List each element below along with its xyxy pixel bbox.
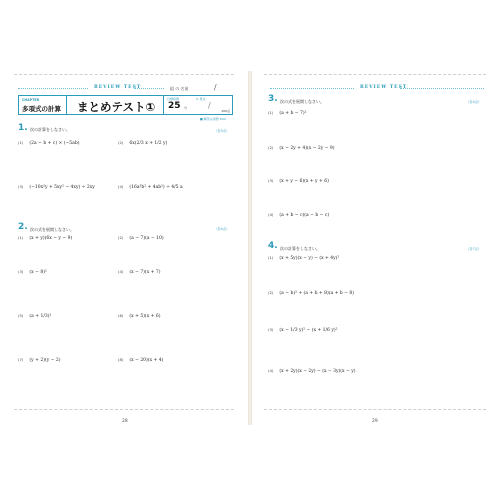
problem: [268, 255, 339, 261]
problem: [18, 357, 61, 363]
section-instruction: 次の式を展開しなさい。: [280, 99, 324, 104]
problem-label: (1): [18, 140, 24, 145]
problem-label: (3): [268, 178, 274, 183]
bottom-dashed-rule: [14, 409, 234, 410]
running-head-right: REVIEW TEST: [360, 85, 408, 90]
section-points: （各7点）: [466, 247, 482, 251]
problem-expression: 6x(2/3 x + 1/2 y): [129, 141, 168, 146]
problem-label: (4): [118, 269, 124, 274]
section-number: 1.: [18, 123, 28, 133]
problem: [118, 235, 164, 241]
chapter-box: [18, 95, 66, 115]
name-label: 組 の 名前: [170, 86, 189, 91]
problem-label: (7): [18, 357, 24, 362]
answer-note: ■ 解答は別冊 P.00: [200, 117, 226, 121]
problem-expression: (x − 1/3 y)² − (x + 1/6 y)²: [279, 328, 338, 333]
problem-expression: (x + y)(6x − y − 9): [29, 236, 73, 241]
problem: [118, 269, 160, 275]
name-field: [170, 83, 217, 92]
problem: [18, 184, 95, 190]
problem-expression: (x − 20)(x + 4): [129, 358, 164, 363]
problem-label: (2): [118, 140, 124, 145]
problem-label: (4): [268, 212, 274, 217]
target-time-label: 目標時間: [167, 97, 180, 101]
running-head-rule: [18, 88, 88, 89]
running-head-rule: [270, 88, 354, 89]
target-time-value: 25: [168, 101, 181, 111]
score-label: 得点: [199, 97, 206, 101]
problem-expression: (a − b)² + (a + b + 8)(a + b − 8): [279, 291, 354, 296]
problem-label: (4): [268, 368, 274, 373]
problem-expression: (a + 1/3)²: [29, 314, 52, 319]
problem-expression: (x + 5)(x + 6): [129, 314, 161, 319]
title-box: [66, 95, 233, 115]
name-slash: /: [213, 83, 217, 92]
score-box: [194, 96, 232, 114]
section-instruction: 次の計算をしなさい。: [280, 246, 320, 251]
problem-expression: (y + 2)(y − 2): [29, 358, 61, 363]
section-instruction: 次の計算をしなさい。: [30, 127, 70, 132]
problem-expression: (x + 5y)(x − y) − (x + 4y)²: [279, 256, 340, 261]
page-number-right: 29: [372, 419, 378, 424]
problem-expression: (16a³b² + 4ab²) ÷ 4/5 a: [129, 185, 183, 190]
problem: [118, 140, 167, 146]
section-points: （各4点）: [466, 100, 482, 104]
running-head-rule: [134, 88, 164, 89]
section-number: 4.: [268, 241, 278, 251]
chapter-label: CHAPTER: [22, 98, 40, 102]
problem-expression: (a + b − c)(a − b − c): [279, 213, 330, 218]
problem-expression: (x − 8)²: [29, 270, 47, 275]
target-time-unit: 分: [184, 106, 188, 110]
problem-label: (2): [268, 145, 274, 150]
problem-label: (1): [268, 255, 274, 260]
problem-label: (3): [268, 327, 274, 332]
problem: [18, 269, 47, 275]
problem-label: (3): [18, 184, 24, 189]
problem-label: (5): [18, 313, 24, 318]
problem: [268, 327, 337, 333]
problem-label: (4): [118, 184, 124, 189]
section-instruction: 次の式を展開しなさい。: [30, 227, 74, 232]
problem-label: (6): [118, 313, 124, 318]
left-page: [0, 71, 248, 425]
problem: [268, 145, 335, 151]
problem: [118, 184, 183, 190]
problem: [268, 178, 329, 184]
problem-expression: (a − 7)(a − 10): [129, 236, 164, 241]
problem-label: (1): [268, 110, 274, 115]
problem: [268, 290, 354, 296]
chapter-title: 多項式の計算: [22, 105, 61, 113]
answer-note-text: 解答は別冊 P.00: [203, 117, 226, 121]
problem: [18, 313, 51, 319]
top-dashed-rule: [264, 74, 486, 75]
target-time-box: [163, 96, 193, 114]
problem-label: (3): [18, 269, 24, 274]
problem: [18, 235, 72, 241]
problem: [268, 212, 329, 218]
book-gutter: [248, 71, 252, 425]
running-head-rule: [400, 88, 484, 89]
section-number: 2.: [18, 222, 28, 232]
problem-expression: (x − 2y + 4)(x − 2y − 9): [279, 146, 335, 151]
problem-expression: (a + b − 7)²: [279, 111, 307, 116]
problem-expression: (x − 7)(x + 7): [129, 270, 161, 275]
problem-label: (1): [18, 235, 24, 240]
section-number: 3.: [268, 94, 278, 104]
problem-expression: (x + y − 6)(x + y + 6): [279, 179, 329, 184]
problem: [118, 313, 160, 319]
problem: [118, 357, 163, 363]
page-title: まとめテスト①: [77, 100, 156, 114]
running-head-left: REVIEW TEST: [94, 85, 142, 90]
score-slash: /: [208, 101, 211, 110]
problem-label: (2): [268, 290, 274, 295]
problem-label: (8): [118, 357, 124, 362]
problem-expression: (x + 2y)(x − 2y) − (x − 3y)(x − y): [279, 369, 356, 374]
problem: [18, 140, 79, 146]
problem-label: (2): [118, 235, 124, 240]
page-number-left: 28: [122, 419, 128, 424]
section-points: （各5点）: [214, 129, 230, 133]
score-total: 100点: [221, 109, 230, 113]
problem-expression: (2a − b + c) × (−5ab): [29, 141, 80, 146]
bottom-dashed-rule: [264, 409, 486, 410]
pencil-icon: ✎ 得点: [196, 97, 206, 101]
problem: [268, 368, 356, 374]
problem-expression: (−10x²y + 5xy² − 4xy) ÷ 2xy: [29, 185, 95, 190]
problem: [268, 110, 306, 116]
section-points: （各4点）: [214, 227, 230, 231]
top-dashed-rule: [14, 74, 234, 75]
